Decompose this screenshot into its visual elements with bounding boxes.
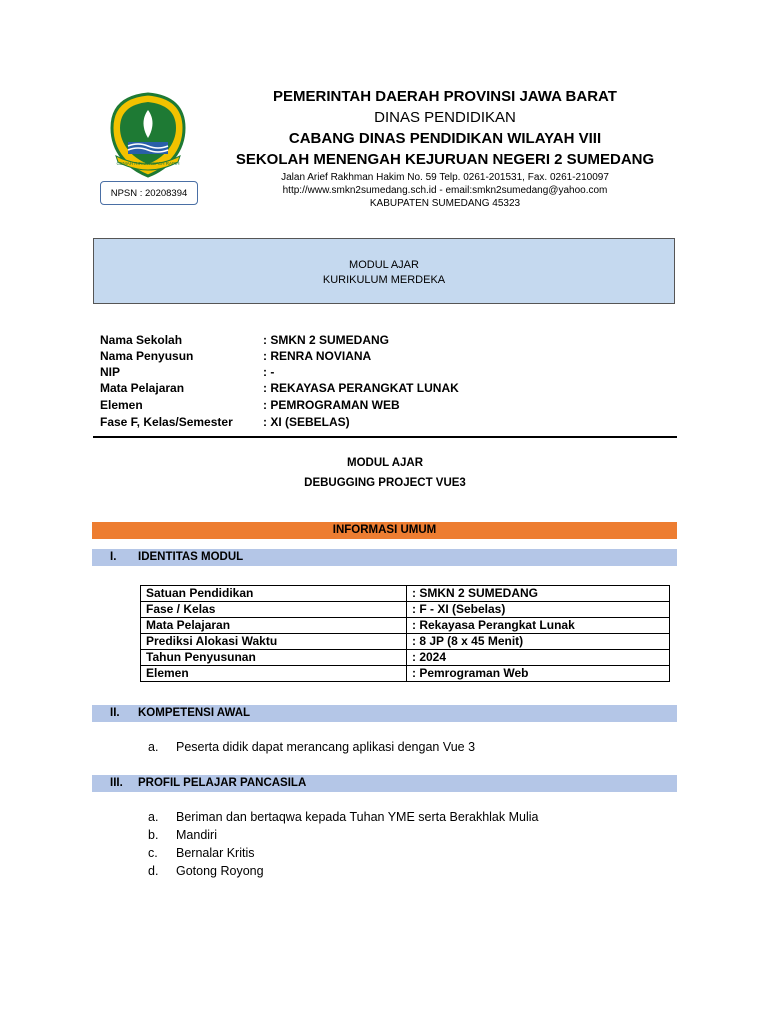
list-item [148,862,648,880]
header-city: KABUPATEN SUMEDANG 45323 [369,198,521,209]
identity-row [100,380,660,396]
table-cell: : SMKN 2 SUMEDANG [407,586,670,602]
identity-value: : RENRA NOVIANA [263,349,372,363]
table-cell: Tahun Penyusunan [141,650,407,666]
identity-label: Mata Pelajaran [100,381,185,395]
list-text: Peserta didik dapat merancang aplikasi dengan Vue 3 [176,740,476,754]
list-item [148,738,648,756]
header-web: http://www.smkn2sumedang.sch.id - email:smkn2sumedang@yahoo.com [282,185,608,196]
list-text: Beriman dan bertaqwa kepada Tuhan YME serta Berakhlak Mulia [176,810,539,824]
table-row [141,602,670,618]
table-cell: : F - XI (Sebelas) [407,602,670,618]
identity-label: Nama Sekolah [100,333,183,347]
table-cell: Mata Pelajaran [141,618,407,634]
table-row [141,666,670,682]
identity-row [100,348,660,364]
header-government: PEMERINTAH DAERAH PROVINSI JAWA BARAT [273,88,617,105]
list-marker: c. [148,846,158,860]
list-item [148,808,648,826]
identity-label: NIP [100,365,121,379]
module-title-line2: DEBUGGING PROJECT VUE3 [304,477,466,489]
section-header [92,549,677,566]
table-row [141,650,670,666]
table-cell: : 8 JP (8 x 45 Menit) [407,634,670,650]
identity-value: : REKAYASA PERANGKAT LUNAK [263,381,459,395]
section-title: PROFIL PELAJAR PANCASILA [138,777,307,789]
identity-label: Elemen [100,398,143,412]
list-item [148,844,648,862]
table-cell: : Rekayasa Perangkat Lunak [407,618,670,634]
list-marker: a. [148,810,159,824]
section-number: III. [110,777,123,789]
header-school: SEKOLAH MENENGAH KEJURUAN NEGERI 2 SUMEDANG [235,151,655,168]
section-title: KOMPETENSI AWAL [138,707,251,719]
list-marker: a. [148,740,159,754]
table-row [141,586,670,602]
header-agency: DINAS PENDIDIKAN [374,109,516,126]
section-number: I. [110,551,117,563]
section-header [92,705,677,722]
identity-value: : SMKN 2 SUMEDANG [263,333,390,347]
section-title: IDENTITAS MODUL [138,551,244,563]
identity-table [140,585,670,682]
table-row [141,634,670,650]
module-title-line1: MODUL AJAR [346,457,424,469]
npsn-badge: NPSN : 20208394 [100,181,198,205]
identity-value: : PEMROGRAMAN WEB [263,398,400,412]
section-number: II. [110,707,120,719]
title-box-line1: MODUL AJAR [349,259,419,271]
identity-label: Nama Penyusun [100,349,194,363]
list-marker: d. [148,864,159,878]
divider [93,436,677,438]
identity-label: Fase F, Kelas/Semester [100,415,233,429]
title-box-line2: KURIKULUM MERDEKA [322,274,446,286]
list-marker: b. [148,828,159,842]
table-cell: Prediksi Alokasi Waktu [141,634,407,650]
identity-row [100,364,660,380]
list-text: Bernalar Kritis [176,846,255,860]
table-cell: Satuan Pendidikan [141,586,407,602]
section-header [92,775,677,792]
header-branch: CABANG DINAS PENDIDIKAN WILAYAH VIII [288,130,602,147]
title-box [93,238,675,304]
list-text: Mandiri [176,828,217,842]
identity-row [100,414,660,430]
table-cell: Fase / Kelas [141,602,407,618]
identity-row [100,397,660,413]
identity-value: : XI (SEBELAS) [263,415,350,429]
table-cell: Elemen [141,666,407,682]
list-text: Gotong Royong [176,864,264,878]
identity-value: : - [263,365,275,379]
table-row [141,618,670,634]
identity-row [100,332,660,348]
header-address: Jalan Arief Rakhman Hakim No. 59 Telp. 0261-201531, Fax. 0261-210097 [281,172,609,183]
table-cell: : Pemrograman Web [407,666,670,682]
logo-motto: GEMAH RIPAH REPEH RAPIH [116,161,180,166]
list-item [148,826,648,844]
table-cell: : 2024 [407,650,670,666]
province-logo [108,92,188,178]
info-umum-bar: INFORMASI UMUM [92,522,677,539]
